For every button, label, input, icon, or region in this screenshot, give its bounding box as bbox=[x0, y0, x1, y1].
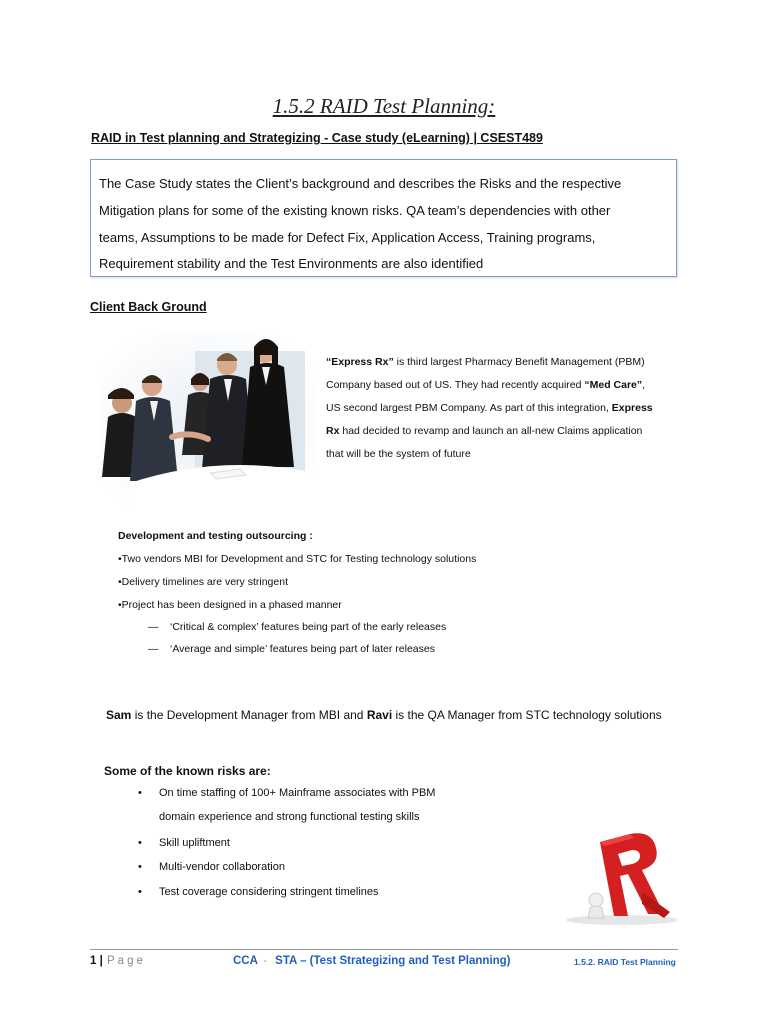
dash-item bbox=[148, 621, 446, 633]
managers-text: is the QA Manager from STC technology solutions bbox=[392, 708, 662, 722]
intro-line: teams, Assumptions to be made for Defect Fix, Application Access, Training programs, bbox=[99, 230, 596, 245]
client-para-line-4 bbox=[326, 425, 642, 437]
company-express: Express bbox=[611, 402, 653, 414]
client-para-text: Company based out of US. They had recently acquired bbox=[326, 379, 585, 391]
dash-item-text: ‘Average and simple’ features being part of later releases bbox=[170, 643, 435, 655]
dev-item: •Project has been designed in a phased manner bbox=[118, 599, 342, 611]
client-para-text: had decided to revamp and launch an all-new Claims application bbox=[339, 425, 643, 437]
intro-line: Requirement stability and the Test Environments are also identified bbox=[99, 256, 484, 271]
client-para-line-2 bbox=[326, 379, 645, 391]
risk-item: Multi-vendor collaboration bbox=[159, 861, 285, 873]
name-sam: Sam bbox=[106, 708, 132, 722]
client-para-line-5: that will be the system of future bbox=[326, 448, 471, 460]
name-ravi: Ravi bbox=[366, 708, 393, 722]
risk-item: On time staffing of 100+ Mainframe associates with PBM bbox=[159, 787, 436, 799]
bullet: • bbox=[138, 886, 142, 898]
footer-sep-char: - bbox=[263, 956, 267, 967]
client-para-text: US second largest PBM Company. As part of this integration, bbox=[326, 402, 612, 414]
case-study-subtitle: RAID in Test planning and Strategizing - Case study (eLearning) | CSEST489 bbox=[91, 131, 543, 145]
company-express-rx: “Express Rx” bbox=[326, 356, 394, 368]
bullet: • bbox=[138, 837, 142, 849]
known-risks-heading: Some of the known risks are: bbox=[104, 764, 271, 778]
client-para-text: , bbox=[642, 379, 646, 391]
rx-3d-graphic bbox=[560, 832, 680, 927]
company-med-care: “Med Care” bbox=[584, 379, 643, 391]
page-number: 1 | bbox=[90, 955, 103, 967]
intro-line: The Case Study states the Client’s background and describes the Risks and the respective bbox=[99, 176, 622, 191]
page-title: 1.5.2 RAID Test Planning: bbox=[272, 94, 496, 118]
intro-box bbox=[90, 159, 677, 277]
footer-section-title: 1.5.2. RAID Test Planning bbox=[574, 957, 676, 967]
bullet: • bbox=[138, 861, 142, 873]
company-rx: Rx bbox=[326, 425, 340, 437]
risk-item: Skill upliftment bbox=[159, 837, 230, 849]
client-para-text: is third largest Pharmacy Benefit Management (PBM) bbox=[393, 356, 645, 368]
dash-item bbox=[148, 643, 435, 655]
footer-divider bbox=[90, 949, 678, 950]
client-para-line-3 bbox=[326, 402, 653, 414]
footer-course-title bbox=[233, 955, 511, 967]
intro-line: Mitigation plans for some of the existing known risks. QA team’s dependencies with other bbox=[99, 203, 611, 218]
risk-item: Test coverage considering stringent timelines bbox=[159, 886, 379, 898]
page-label: Page bbox=[107, 955, 146, 967]
dev-item: •Delivery timelines are very stringent bbox=[118, 576, 288, 588]
managers-text: is the Development Manager from MBI and bbox=[131, 708, 367, 722]
client-background-heading: Client Back Ground bbox=[90, 300, 207, 314]
footer-sta: STA – (Test Strategizing and Test Planning) bbox=[275, 955, 511, 967]
client-para-line-1 bbox=[326, 356, 645, 368]
dev-outsourcing-heading: Development and testing outsourcing : bbox=[118, 530, 313, 542]
bullet: • bbox=[138, 787, 142, 799]
dash-symbol: — bbox=[148, 621, 159, 633]
managers-line bbox=[106, 708, 662, 722]
dash-item-text: ‘Critical & complex’ features being part of the early releases bbox=[170, 621, 447, 633]
business-handshake-image bbox=[100, 333, 315, 513]
dash-symbol: — bbox=[148, 643, 159, 655]
risk-item-continued: domain experience and strong functional testing skills bbox=[159, 811, 420, 823]
footer-cca: CCA bbox=[233, 955, 258, 967]
footer-sep bbox=[258, 956, 275, 967]
dev-item: •Two vendors MBI for Development and STC for Testing technology solutions bbox=[118, 553, 477, 565]
